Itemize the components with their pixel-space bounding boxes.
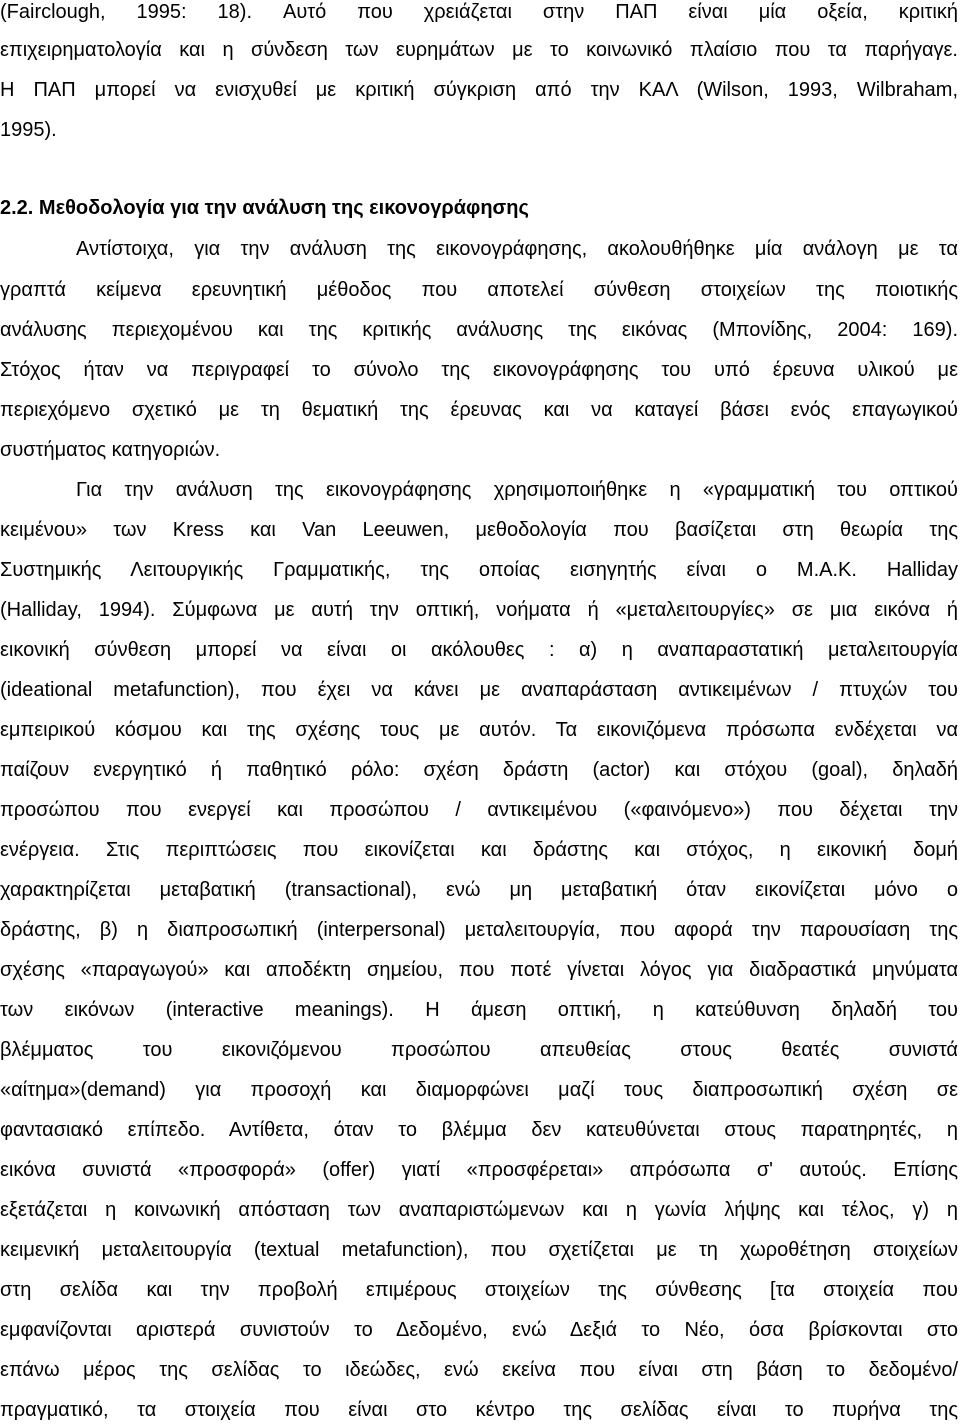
paragraph-line: 1995).	[0, 119, 57, 141]
paragraph-line: περιεχόμενο σχετικό με τη θεματική της έρευνας και να καταγεί βάσει ενός επαγωγικού	[0, 399, 958, 421]
paragraph-line: επιχειρηματολογία και η σύνδεση των ευρημάτων με το κοινωνικό πλαίσιο που τα παρήγαγε.	[0, 39, 958, 61]
paragraph-line: (Halliday, 1994). Σύμφωνα με αυτή την οπτική, νοήματα ή «μεταλειτουργίες» σε μια εικόνα ή	[0, 599, 958, 621]
paragraph-line: πραγματικό, τα στοιχεία που είναι στο κέντρο της σελίδας είναι το πυρήνα της	[0, 1399, 958, 1421]
paragraph-line: εξετάζεται η κοινωνική απόσταση των αναπαριστώμενων και η γωνία λήψης και τέλος, γ) η	[0, 1199, 958, 1221]
paragraph-line: εμφανίζονται αριστερά συνιστούν το Δεδομένο, ενώ Δεξιά το Νέο, όσα βρίσκονται στο	[0, 1319, 958, 1341]
paragraph-line: προσώπου που ενεργεί και προσώπου / αντικειμένου («φαινόμενο») που δέχεται την	[0, 799, 958, 821]
paragraph-line: των εικόνων (interactive meanings). Η άμεση οπτική, η κατεύθυνση δηλαδή του	[0, 999, 958, 1021]
paragraph-line: κειμένου» των Kress και Van Leeuwen, μεθοδολογία που βασίζεται στη θεωρία της	[0, 519, 958, 541]
paragraph-line: κειμενική μεταλειτουργία (textual metafunction), που σχετίζεται με τη χωροθέτηση στοιχείων	[0, 1239, 958, 1261]
paragraph-line: στη σελίδα και την προβολή επιμέρους στοιχείων της σύνθεσης [τα στοιχεία που	[0, 1279, 958, 1301]
paragraph-line: επάνω μέρος της σελίδας το ιδεώδες, ενώ εκείνα που είναι στη βάση το δεδομένο/	[0, 1359, 958, 1381]
paragraph-line: εμπειρικού κόσμου και της σχέσης τους με αυτόν. Τα εικονιζόμενα πρόσωπα ενδέχεται να	[0, 719, 958, 741]
paragraph-line: (ideational metafunction), που έχει να κάνει με αναπαράσταση αντικειμένων / πτυχών του	[0, 679, 958, 701]
paragraph-line: φαντασιακό επίπεδο. Αντίθετα, όταν το βλέμμα δεν κατευθύνεται στους παρατηρητές, η	[0, 1119, 958, 1141]
paragraph-line: χαρακτηρίζεται μεταβατική (transactional), ενώ μη μεταβατική όταν εικονίζεται μόνο ο	[0, 879, 958, 901]
paragraph-line: συστήματος κατηγοριών.	[0, 439, 221, 461]
paragraph-line: Αντίστοιχα, για την ανάλυση της εικονογράφησης, ακολουθήθηκε μία ανάλογη με τα	[76, 238, 958, 260]
paragraph-line: εικονική σύνθεση μπορεί να είναι οι ακόλουθες : α) η αναπαραστατική μεταλειτουργία	[0, 639, 958, 661]
paragraph-line: βλέμματος του εικονιζόμενου προσώπου απευθείας στους θεατές συνιστά	[0, 1039, 958, 1061]
paragraph-line: σχέσης «παραγωγού» και αποδέκτη σημείου, που ποτέ γίνεται λόγος για διαδραστικά μηνύματα	[0, 959, 958, 981]
paragraph-line: δράστης, β) η διαπροσωπική (interpersonal) μεταλειτουργία, που αφορά την παρουσίαση της	[0, 919, 958, 941]
paragraph-line: εικόνα συνιστά «προσφορά» (offer) γιατί «προσφέρεται» απρόσωπα σ' αυτούς. Επίσης	[0, 1159, 958, 1181]
paragraph-line: Συστημικής Λειτουργικής Γραμματικής, της οποίας εισηγητής είναι ο M.A.K. Halliday	[0, 559, 958, 581]
paragraph-line: Για την ανάλυση της εικονογράφησης χρησιμοποιήθηκε η «γραμματική του οπτικού	[76, 479, 958, 501]
paragraph-line: Η ΠΑΠ μπορεί να ενισχυθεί με κριτική σύγκριση από την ΚΑΛ (Wilson, 1993, Wilbraham,	[0, 79, 958, 101]
paragraph-line: ενέργεια. Στις περιπτώσεις που εικονίζεται και δράστης και στόχος, η εικονική δομή	[0, 839, 958, 861]
paragraph-line: παίζουν ενεργητικό ή παθητικό ρόλο: σχέση δράστη (actor) και στόχου (goal), δηλαδή	[0, 759, 958, 781]
paragraph-line: «αίτημα»(demand) για προσοχή και διαμορφώνει μαζί τους διαπροσωπική σχέση σε	[0, 1079, 958, 1101]
paragraph-line: Στόχος ήταν να περιγραφεί το σύνολο της εικονογράφησης του υπό έρευνα υλικού με	[0, 359, 958, 381]
paragraph-line: ανάλυσης περιεχομένου και της κριτικής ανάλυσης της εικόνας (Μπονίδης, 2004: 169).	[0, 319, 958, 341]
section-heading: 2.2. Μεθοδολογία για την ανάλυση της εικονογράφησης	[0, 197, 529, 219]
paragraph-line: (Fairclough, 1995: 18). Αυτό που χρειάζεται στην ΠΑΠ είναι μία οξεία, κριτική	[0, 1, 958, 23]
paragraph-line: γραπτά κείμενα ερευνητική μέθοδος που αποτελεί σύνθεση στοιχείων της ποιοτικής	[0, 279, 958, 301]
